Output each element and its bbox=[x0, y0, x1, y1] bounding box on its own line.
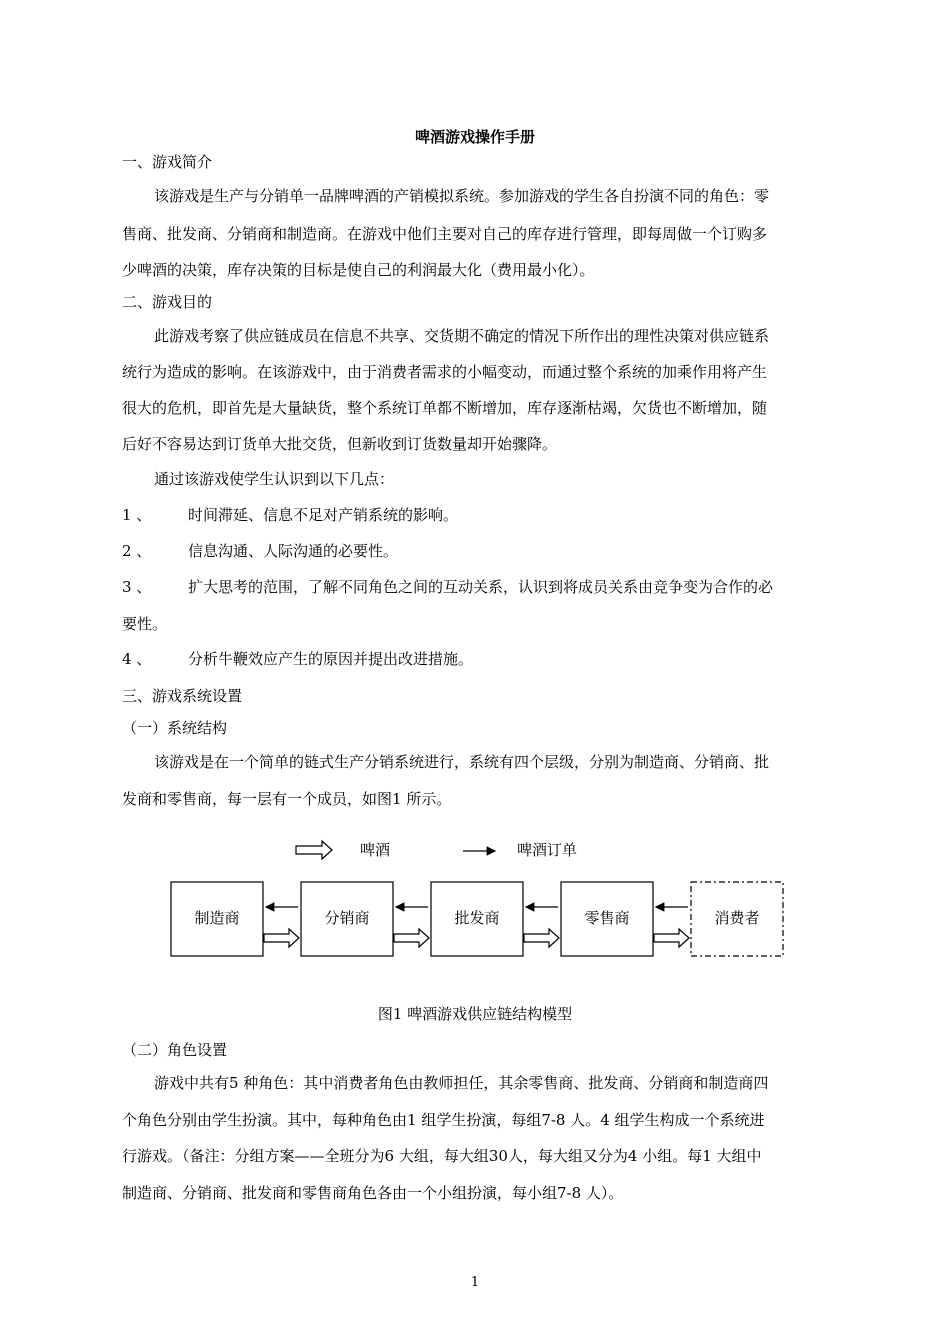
box-label: 分销商 bbox=[324, 909, 370, 927]
paragraph-line: 该游戏是生产与分销单一品牌啤酒的产销模拟系统。参加游戏的学生各自扮演不同的角色：零 bbox=[154, 187, 770, 205]
box-wholesaler bbox=[431, 882, 523, 956]
subsection-heading-roles: （二）角色设置 bbox=[122, 1041, 228, 1059]
paragraph-line: 售商、批发商、分销商和制造商。在游戏中他们主要对自己的库存进行管理，即每周做一个订购多 bbox=[122, 225, 768, 243]
section-heading-purpose: 二、游戏目的 bbox=[122, 293, 213, 311]
paragraph-line: 制造商、分销商、批发商和零售商角色各由一个小组扮演，每小组7-8 人）。 bbox=[122, 1184, 624, 1202]
box-label: 批发商 bbox=[454, 909, 500, 927]
legend-order-label: 啤酒订单 bbox=[517, 841, 578, 859]
beer-arrow bbox=[264, 929, 299, 947]
list-item: 分析牛鞭效应产生的原因并提出改进措施。 bbox=[188, 650, 474, 668]
list-item-continuation: 要性。 bbox=[122, 615, 168, 633]
subsection-heading-structure: （一）系统结构 bbox=[122, 719, 228, 737]
list-number: 1 、 bbox=[122, 506, 152, 524]
list-item: 信息沟通、人际沟通的必要性。 bbox=[188, 542, 399, 560]
paragraph-line: 该游戏是在一个简单的链式生产分销系统进行，系统有四个层级，分别为制造商、分销商、批 bbox=[154, 753, 770, 771]
box-consumer bbox=[691, 882, 783, 956]
document-title: 啤酒游戏操作手册 bbox=[414, 128, 535, 146]
list-number: 4 、 bbox=[122, 650, 152, 668]
legend-beer-label: 啤酒 bbox=[360, 841, 391, 859]
paragraph-line: 很大的危机，即首先是大量缺货，整个系统订单都不断增加，库存逐渐枯竭，欠货也不断增加，随 bbox=[122, 399, 768, 417]
beer-arrow bbox=[524, 929, 559, 947]
box-label: 零售商 bbox=[584, 909, 630, 927]
list-number: 3 、 bbox=[122, 578, 152, 596]
section-heading-setup: 三、游戏系统设置 bbox=[122, 687, 243, 705]
paragraph-line: 个角色分别由学生扮演。其中，每种角色由1 组学生扮演，每组7-8 人。4 组学生构成一个系统进 bbox=[122, 1111, 765, 1129]
list-item: 扩大思考的范围，了解不同角色之间的互动关系，认识到将成员关系由竞争变为合作的必 bbox=[188, 578, 774, 596]
beer-arrow bbox=[394, 929, 429, 947]
legend-order-flow bbox=[463, 841, 577, 859]
box-label: 制造商 bbox=[194, 909, 240, 927]
paragraph-line: 少啤酒的决策，库存决策的目标是使自己的利润最大化（费用最小化）。 bbox=[122, 261, 595, 279]
list-item: 时间滞延、信息不足对产销系统的影响。 bbox=[188, 506, 459, 524]
hollow-arrow-icon bbox=[296, 841, 332, 859]
legend-beer-flow bbox=[296, 841, 390, 859]
paragraph-line: 此游戏考察了供应链成员在信息不共享、交货期不确定的情况下所作出的理性决策对供应链系 bbox=[154, 327, 770, 345]
section-heading-intro: 一、游戏简介 bbox=[122, 153, 213, 171]
paragraph-line: 通过该游戏使学生认识到以下几点： bbox=[154, 470, 395, 488]
box-manufacturer bbox=[171, 882, 263, 956]
figure-caption: 图1 啤酒游戏供应链结构模型 bbox=[377, 1005, 573, 1023]
beer-arrow bbox=[654, 929, 689, 947]
paragraph-line: 行游戏。（备注：分组方案——全班分为6 大组，每大组30人，每大组又分为4 小组。每1 大组中 bbox=[122, 1147, 762, 1165]
paragraph-line: 发商和零售商，每一层有一个成员，如图1 所示。 bbox=[122, 790, 452, 808]
paragraph-line: 游戏中共有5 种角色：其中消费者角色由教师担任，其余零售商、批发商、分销商和制造商四 bbox=[154, 1074, 769, 1092]
paragraph-line: 统行为造成的影响。在该游戏中，由于消费者需求的小幅变动，而通过整个系统的加乘作用将产生 bbox=[122, 363, 768, 381]
box-label: 消费者 bbox=[714, 909, 760, 927]
paragraph-line: 后好不容易达到订货单大批交货，但新收到订货数量却开始骤降。 bbox=[122, 435, 558, 453]
box-distributor bbox=[301, 882, 393, 956]
list-number: 2 、 bbox=[122, 542, 152, 560]
box-retailer bbox=[561, 882, 653, 956]
page-number: 1 bbox=[470, 1275, 480, 1290]
